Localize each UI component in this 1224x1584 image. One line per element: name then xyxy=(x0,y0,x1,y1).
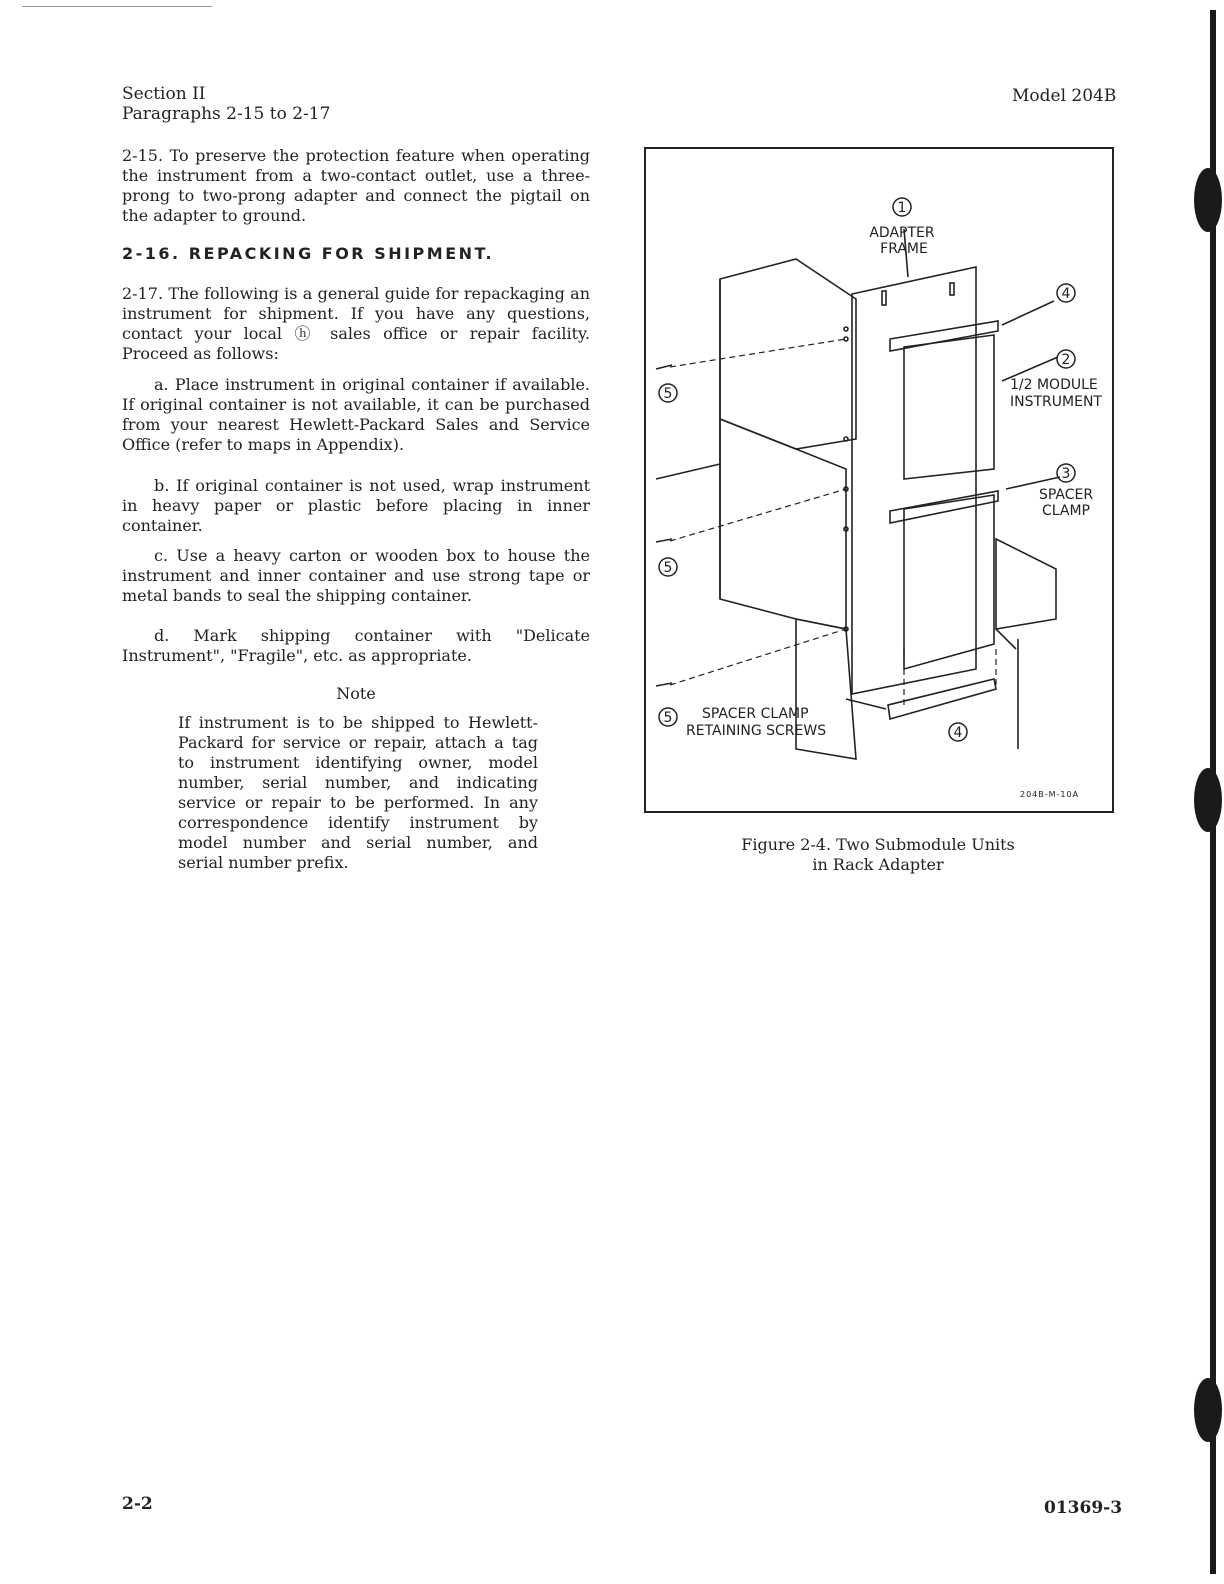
step-b: b. If original container is not used, wrap instrument in heavy paper or plastic before placing in inner container. xyxy=(122,476,590,535)
rack-adapter-drawing xyxy=(646,149,1112,811)
step-c: c. Use a heavy carton or wooden box to house the instrument and inner container and use strong tape or metal bands to seal the shipping container. xyxy=(122,546,590,605)
figure-2-4 xyxy=(644,147,1114,813)
figure-caption-line2: in Rack Adapter xyxy=(812,855,944,874)
label-screws-line2: RETAINING SCREWS xyxy=(686,723,827,739)
callout-5-lower: 5 xyxy=(663,710,673,726)
section-label: Section II xyxy=(122,84,206,104)
paragraph-2-15: 2-15. To preserve the protection feature when operating the instrument from a two-contact outlet, use a three-prong to two-prong adapter and connect the pigtail on the adapter to ground. xyxy=(122,146,590,225)
label-module-line1: 1/2 MODULE xyxy=(1010,377,1098,393)
step-d: d. Mark shipping container with "Delicate Instrument", "Fragile", etc. as appropriate. xyxy=(122,626,590,665)
note-title: Note xyxy=(336,684,376,703)
callout-1: 1 xyxy=(897,200,907,216)
callout-5-upper: 5 xyxy=(663,386,673,402)
callout-2: 2 xyxy=(1061,352,1071,368)
shelf xyxy=(996,539,1056,629)
callout-5-middle: 5 xyxy=(663,560,673,576)
label-adapter-line2: FRAME xyxy=(880,241,928,257)
lower-module xyxy=(904,495,994,669)
document-number: 01369-3 xyxy=(1044,1498,1123,1518)
label-spacer-line2: CLAMP xyxy=(1042,503,1090,519)
paragraph-range: Paragraphs 2-15 to 2-17 xyxy=(122,104,331,124)
model-label: Model 204B xyxy=(1012,86,1117,106)
note-body: If instrument is to be shipped to Hewlett-Packard for service or repair, attach a tag to instrument identifying owner, model number, serial number, and indicating service or repair to be performed. In any correspondence identify instrument by model number and serial number, and serial number prefix. xyxy=(178,713,538,872)
callout-4-top: 4 xyxy=(1061,286,1071,302)
step-a: a. Place instrument in original container if available. If original container is not available, it can be purchased from your nearest Hewlett-Packard Sales and Service Office (refer to maps in Appendix). xyxy=(122,375,590,454)
page-number: 2-2 xyxy=(122,1494,153,1514)
drawing-code: 204B-M-10A xyxy=(1020,790,1080,799)
label-screws-line1: SPACER CLAMP xyxy=(702,706,809,722)
label-adapter-line1: ADAPTER xyxy=(869,225,935,241)
callout-3: 3 xyxy=(1061,466,1071,482)
figure-caption-line1: Figure 2-4. Two Submodule Units xyxy=(741,835,1015,854)
middle-box xyxy=(720,419,846,629)
middle-spacer-clamp xyxy=(890,491,998,523)
section-heading-2-16: 2-16. REPACKING FOR SHIPMENT. xyxy=(122,244,495,263)
top-rule xyxy=(22,6,212,7)
callout-4-bottom: 4 xyxy=(953,725,963,741)
binding-edge xyxy=(1184,10,1224,1574)
label-spacer-line1: SPACER xyxy=(1038,487,1094,503)
adapter-frame-plate xyxy=(852,267,976,694)
upper-box xyxy=(720,259,856,449)
paragraph-2-17: 2-17. The following is a general guide for repackaging an instrument for shipment. If you have any questions, contact your local ⓗ sales office or repair facility. Proceed as follows: xyxy=(122,284,590,363)
upper-module xyxy=(904,335,994,479)
label-module-line2: INSTRUMENT xyxy=(1010,394,1102,410)
